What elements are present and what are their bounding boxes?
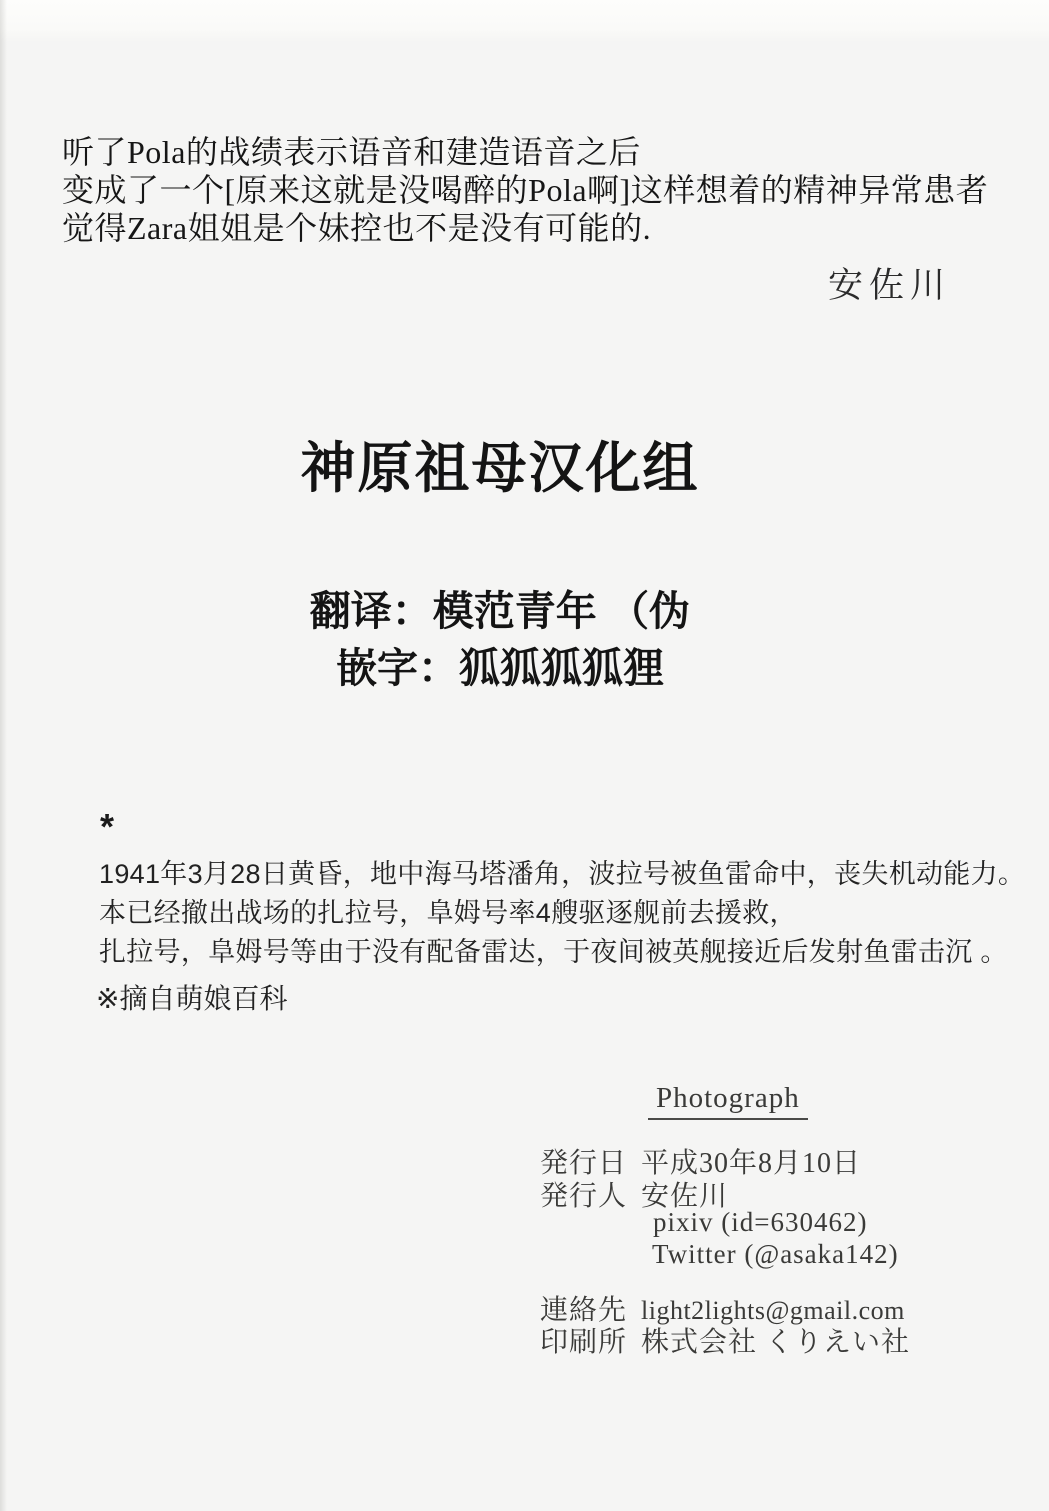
publisher-value: 安佐川 <box>641 1181 729 1212</box>
source-citation: ※摘自萌娘百科 <box>96 983 288 1014</box>
afterword-line-2: 变成了一个[原来这就是没喝醉的Pola啊]这样想着的精神异常患者 <box>62 172 989 208</box>
footnote-asterisk: * <box>100 806 115 847</box>
history-line-3: 扎拉号，阜姆号等由于没有配备雷达，于夜间被英舰接近后发射鱼雷击沉 。 <box>99 937 1008 967</box>
afterword-text <box>62 133 988 247</box>
printer-name: 株式会社 くりえい社 <box>641 1327 911 1358</box>
history-line-1: 1941年3月28日黄昏，地中海马塔潘角，波拉号被鱼雷命中，丧失机动能力。 <box>99 859 1026 889</box>
pixiv-id: pixiv (id=630462) <box>653 1207 868 1237</box>
printer-label: 印刷所 <box>540 1327 628 1358</box>
scan-light-band <box>0 0 1049 42</box>
credits <box>0 583 1000 697</box>
colophon-heading: Photograph <box>648 1082 808 1120</box>
afterword-line-3: 觉得Zara姐姐是个妹控也不是没有可能的. <box>62 210 652 246</box>
publisher-label: 発行人 <box>540 1181 628 1212</box>
credit-translator: 翻译：模范青年 （伪 <box>309 588 691 634</box>
contact-email: light2lights@gmail.com <box>641 1296 905 1325</box>
author-signature: 安佐川 <box>828 266 952 305</box>
publish-date-value: 平成30年8月10日 <box>641 1148 862 1179</box>
printer-row <box>540 1320 910 1360</box>
history-line-2: 本已经撤出战场的扎拉号，阜姆号率4艘驱逐舰前去援救， <box>99 898 797 928</box>
contact-label: 連絡先 <box>540 1295 628 1326</box>
scan-edge-shadow <box>0 0 7 1511</box>
scanlation-group-title: 神原祖母汉化组 <box>300 437 700 499</box>
history-note <box>99 855 1025 972</box>
publish-date-label: 発行日 <box>540 1148 628 1179</box>
credit-typesetter: 嵌字：狐狐狐狐狸 <box>336 645 664 691</box>
afterword-line-1: 听了Pola的战绩表示语音和建造语音之后 <box>62 134 641 170</box>
twitter-handle: Twitter (@asaka142) <box>652 1239 899 1269</box>
